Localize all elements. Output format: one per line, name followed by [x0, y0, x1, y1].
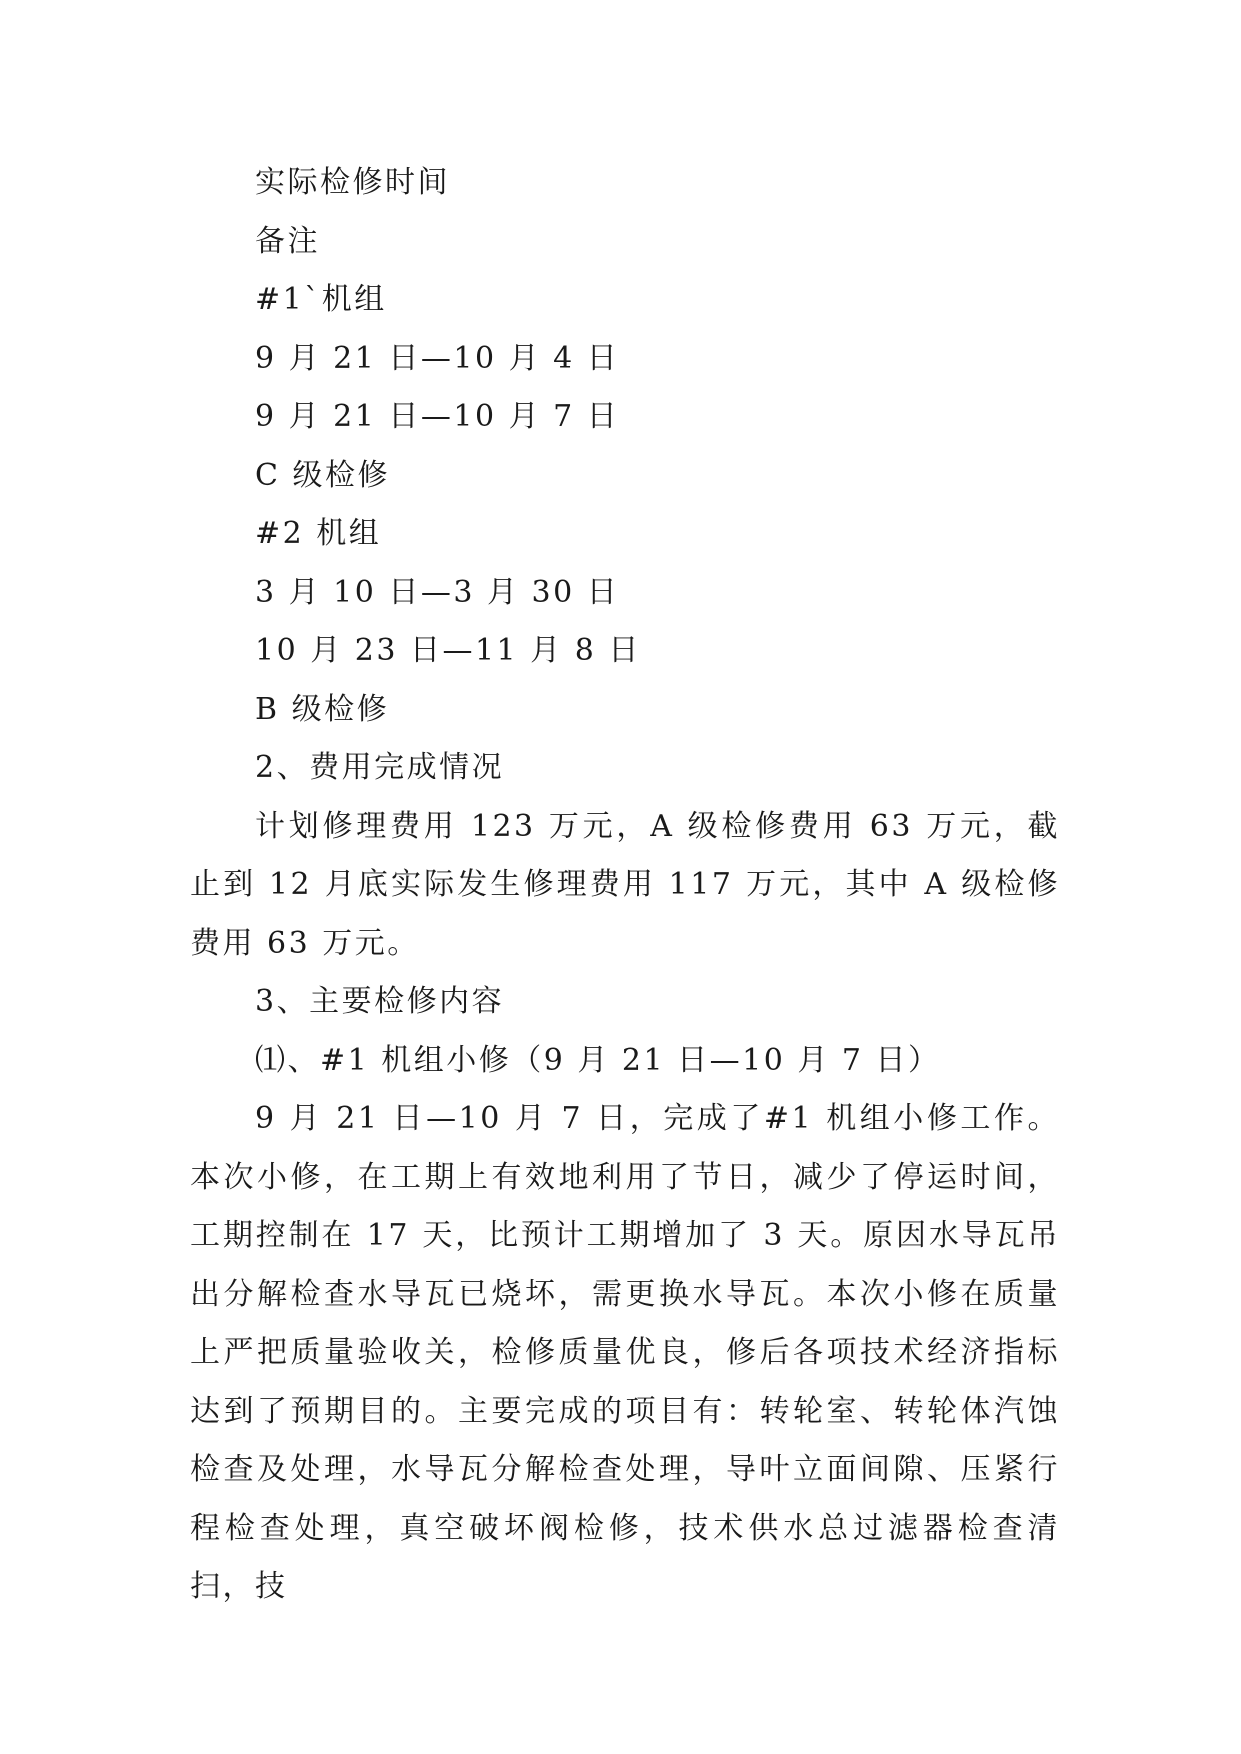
- text-line-remarks: 备注: [255, 223, 320, 259]
- text-line-unit-1-planned-dates: 9 月 21 日—10 月 4 日: [255, 340, 620, 376]
- section-heading-main-content: 3、主要检修内容: [255, 984, 505, 1019]
- document-body: [190, 154, 1060, 1617]
- cost-paragraph: 计划修理费用 123 万元，A 级检修费用 63 万元，截止到 12 月底实际发生修理费用 117 万元，其中 A 级检修费用 63 万元。: [190, 808, 1060, 961]
- text-line-unit-2-actual-dates: 10 月 23 日—11 月 8 日: [255, 633, 641, 668]
- text-line-actual-repair-time: 实际检修时间: [255, 165, 450, 200]
- text-line-unit-2-planned-dates: 3 月 10 日—3 月 30 日: [255, 574, 620, 610]
- subsection-heading-unit-1-overhaul: ⑴、#1 机组小修（9 月 21 日—10 月 7 日）: [255, 1042, 941, 1078]
- text-line-unit-1-repair-level: C 级检修: [255, 457, 390, 493]
- overhaul-paragraph: 9 月 21 日—10 月 7 日，完成了#1 机组小修工作。本次小修，在工期上有效地利用了节日，减少了停运时间，工期控制在 17 天，比预计工期增加了 3 天。原因水导瓦吊出分解检查水导瓦已烧坏，需更换水导瓦。本次小修在质量上严把质量验收关，检修质量优良，修后各项技术经济指标达到了预期目的。主要完成的项目有：转轮室、转轮体汽蚀检查及处理，水导瓦分解检查处理，导叶立面间隙、压紧行程检查处理，真空破坏阀检修，技术供水总过滤器检查清扫，技: [190, 1101, 1060, 1604]
- text-line-unit-1-actual-dates: 9 月 21 日—10 月 7 日: [255, 399, 620, 434]
- text-line-unit-2-repair-level: B 级检修: [255, 691, 390, 727]
- text-line-unit-1: #1`机组: [255, 282, 387, 317]
- section-heading-cost: 2、费用完成情况: [255, 750, 505, 785]
- text-line-unit-2: #2 机组: [255, 516, 382, 551]
